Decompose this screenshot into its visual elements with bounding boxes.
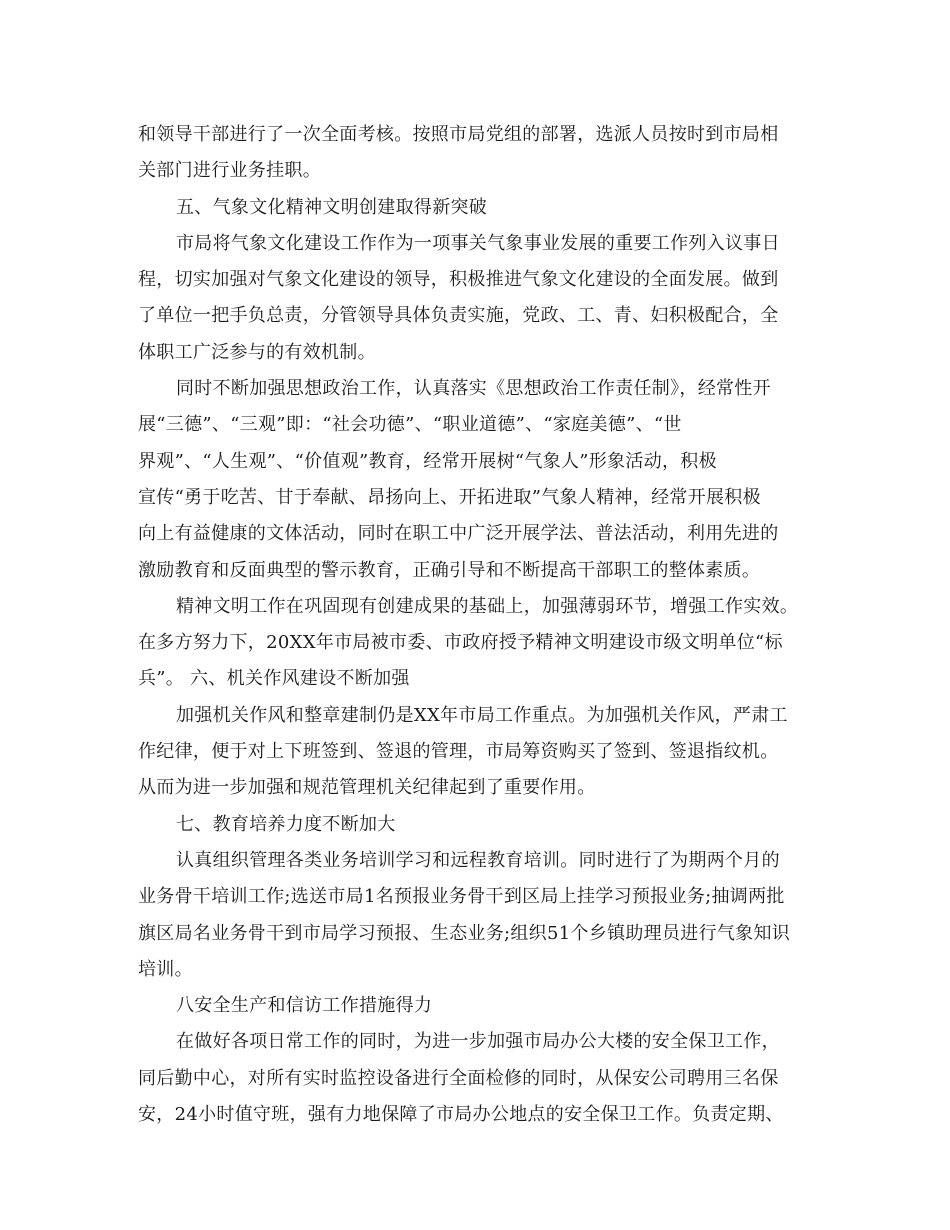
text-line: 业务骨干培训工作;选送市局1名预报业务骨干到区局上挂学习预报业务;抽调两批 (138, 886, 785, 908)
text-line: 认真组织管理各类业务培训学习和远程教育培训。同时进行了为期两个月的 (176, 849, 780, 871)
text-line: 展“三德”、“三观”即：“社会功德”、“职业道德”、“家庭美德”、“世 (138, 414, 682, 436)
text-line: 作纪律，便于对上下班签到、签退的管理，市局筹资购买了签到、签退指纹机。 (138, 741, 779, 763)
text-line: 了单位一把手负总责，分管领导具体负责实施，党政、工、青、妇积极配合，全 (138, 305, 779, 327)
text-line: 宣传“勇于吃苦、甘于奉献、昂扬向上、开拓进取”气象人精神，经常开展积极 (138, 486, 761, 508)
text-line: 关部门进行业务挂职。 (138, 160, 321, 182)
text-line: 培训。 (138, 958, 193, 980)
text-line: 市局将气象文化建设工作作为一项事关气象事业发展的重要工作列入议事日 (176, 232, 780, 254)
text-line: 五、气象文化精神文明创建取得新突破 (176, 196, 488, 218)
text-line: 加强机关作风和整章建制仍是XX年市局工作重点。为加强机关作风，严肃工 (176, 704, 788, 726)
text-line: 界观”、“人生观”、“价值观”教育，经常开展树“气象人”形象活动，积极 (138, 450, 717, 472)
text-line: 安，24小时值守班，强有力地保障了市局办公地点的安全保卫工作。负责定期、 (138, 1104, 784, 1126)
text-line: 程，切实加强对气象文化建设的领导，积极推进气象文化建设的全面发展。做到 (138, 269, 779, 291)
text-line: 和领导干部进行了一次全面考核。按照市局党组的部署，选派人员按时到市局相 (138, 124, 779, 145)
text-line: 同时不断加强思想政治工作，认真落实《思想政治工作责任制》，经常性开 (176, 378, 771, 400)
text-line: 八安全生产和信访工作措施得力 (176, 995, 433, 1017)
text-line: 从而为进一步加强和规范管理机关纪律起到了重要作用。 (138, 777, 596, 799)
text-line: 旗区局名业务骨干到市局学习预报、生态业务;组织51个乡镇助理员进行气象知识 (138, 922, 791, 944)
text-line: 七、教育培养力度不断加大 (176, 813, 396, 835)
text-line: 兵”。 六、机关作风建设不断加强 (138, 668, 410, 690)
text-line: 精神文明工作在巩固现有创建成果的基础上，加强薄弱环节，增强工作实效。 (176, 595, 799, 617)
text-line: 激励教育和反面典型的警示教育，正确引导和不断提高干部职工的整体素质。 (138, 559, 761, 581)
text-line: 在做好各项日常工作的同时，为进一步加强市局办公大楼的安全保卫工作， (176, 1031, 780, 1053)
text-line: 向上有益健康的文体活动，同时在职工中广泛开展学法、普法活动，利用先进的 (138, 523, 779, 545)
document-body (138, 117, 814, 1133)
text-line: 同后勤中心，对所有实时监控设备进行全面检修的同时，从保安公司聘用三名保 (138, 1067, 779, 1089)
text-line: 体职工广泛参与的有效机制。 (138, 341, 376, 363)
text-line: 在多方努力下，20XX年市局被市委、市政府授予精神文明建设市级文明单位“标 (138, 632, 783, 654)
